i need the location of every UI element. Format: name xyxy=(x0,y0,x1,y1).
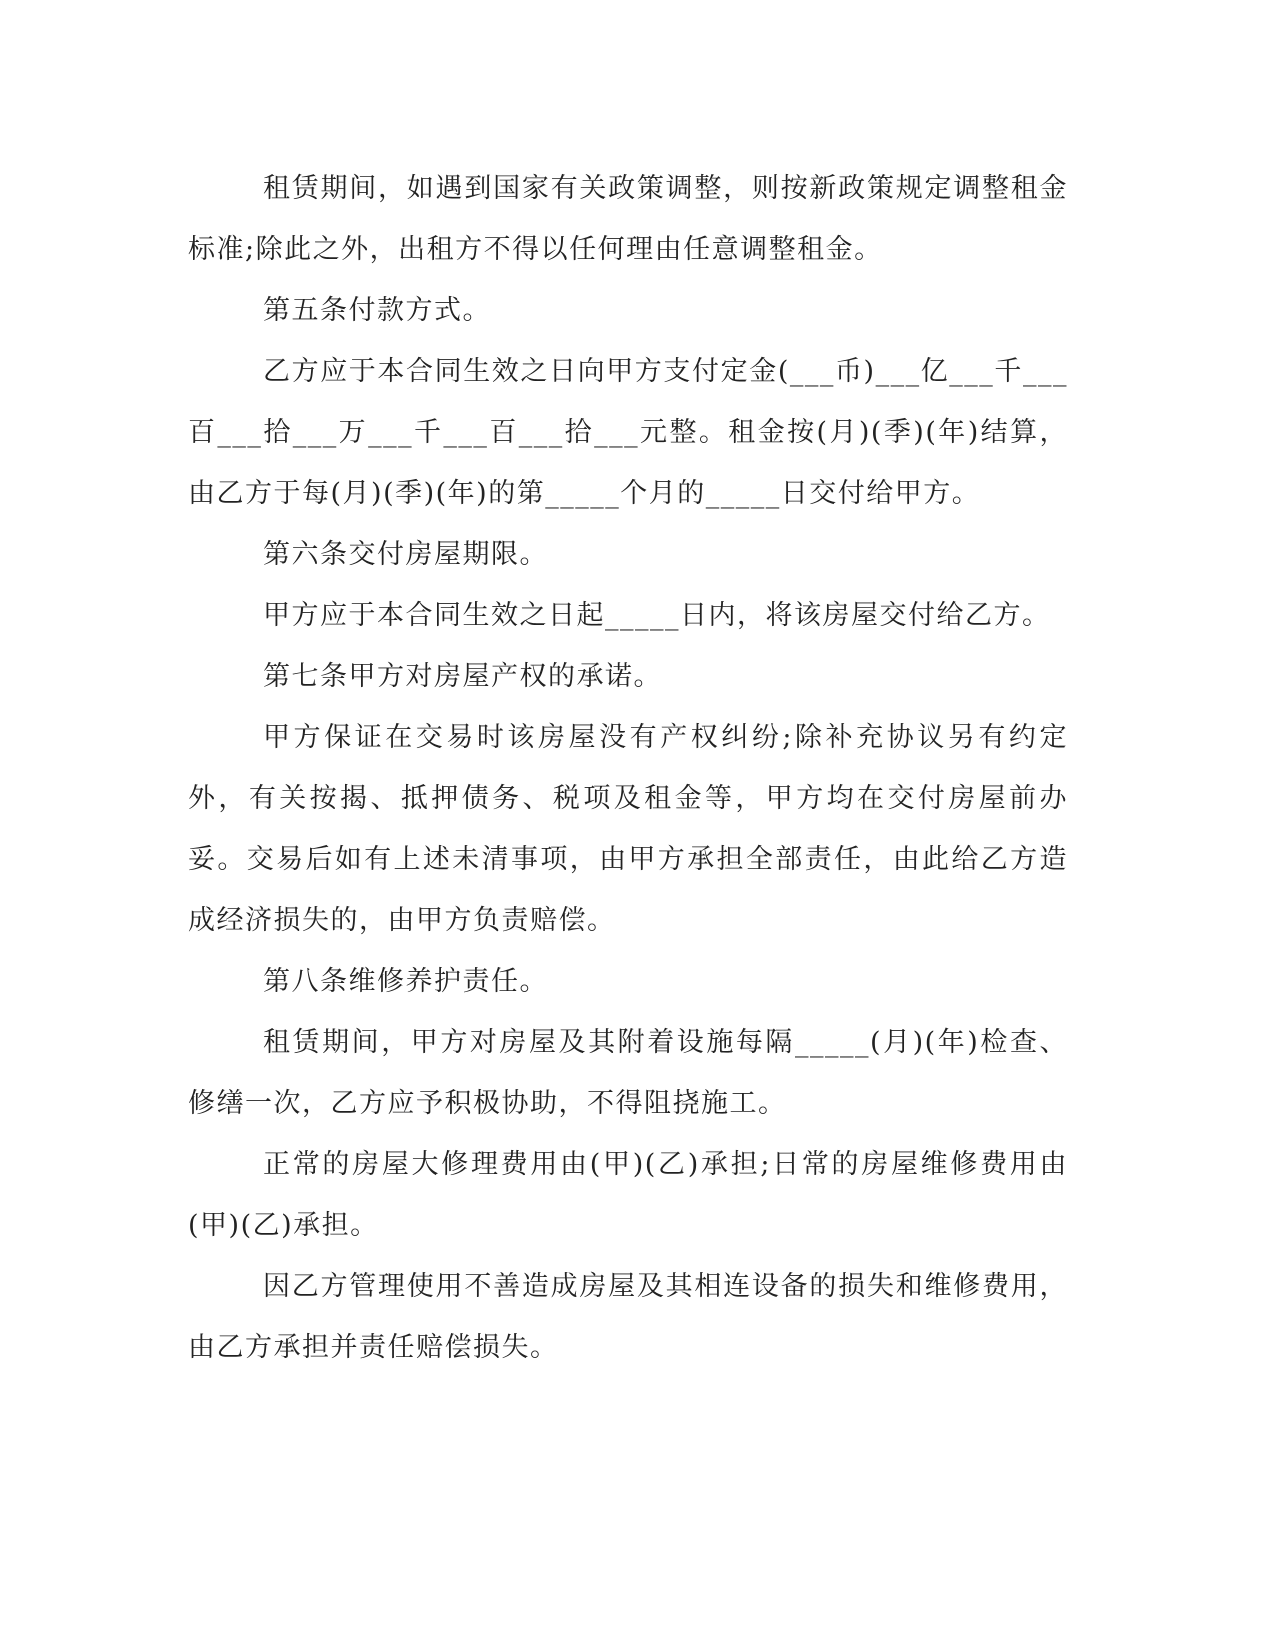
paragraph-ownership-guarantee: 甲方保证在交易时该房屋没有产权纠纷;除补充协议另有约定外，有关按揭、抵押债务、税项及租金等，甲方均在交付房屋前办妥。交易后如有上述未清事项，由甲方承担全部责任，由此给乙方造成经济损失的，由甲方负责赔偿。 xyxy=(188,722,1068,936)
paragraph-delivery-term: 甲方应于本合同生效之日起_____日内，将该房屋交付给乙方。 xyxy=(263,600,1051,631)
paragraph-inspection: 租赁期间，甲方对房屋及其附着设施每隔_____(月)(年)检查、修缮一次，乙方应予积极协助，不得阻挠施工。 xyxy=(188,1027,1068,1119)
paragraph-rent-adjustment: 租赁期间，如遇到国家有关政策调整，则按新政策规定调整租金标准;除此之外，出租方不得以任何理由任意调整租金。 xyxy=(188,173,1068,265)
document-body xyxy=(188,158,1068,1378)
paragraph-repair-costs: 正常的房屋大修理费用由(甲)(乙)承担;日常的房屋维修费用由(甲)(乙)承担。 xyxy=(188,1149,1068,1241)
heading-article-8-maintenance: 第八条维修养护责任。 xyxy=(263,966,548,997)
heading-article-7-ownership: 第七条甲方对房屋产权的承诺。 xyxy=(263,661,662,692)
paragraph-deposit-payment: 乙方应于本合同生效之日向甲方支付定金(___币)___亿___千___百___拾___万___千___百___拾___元整。租金按(月)(季)(年)结算，由乙方于每(月)(季)(年)的第_____个月的_____日交付给甲方。 xyxy=(188,356,1068,509)
heading-article-6-delivery: 第六条交付房屋期限。 xyxy=(263,539,548,570)
paragraph-damage-liability: 因乙方管理使用不善造成房屋及其相连设备的损失和维修费用，由乙方承担并责任赔偿损失。 xyxy=(188,1271,1068,1363)
heading-article-5-payment: 第五条付款方式。 xyxy=(263,295,491,326)
